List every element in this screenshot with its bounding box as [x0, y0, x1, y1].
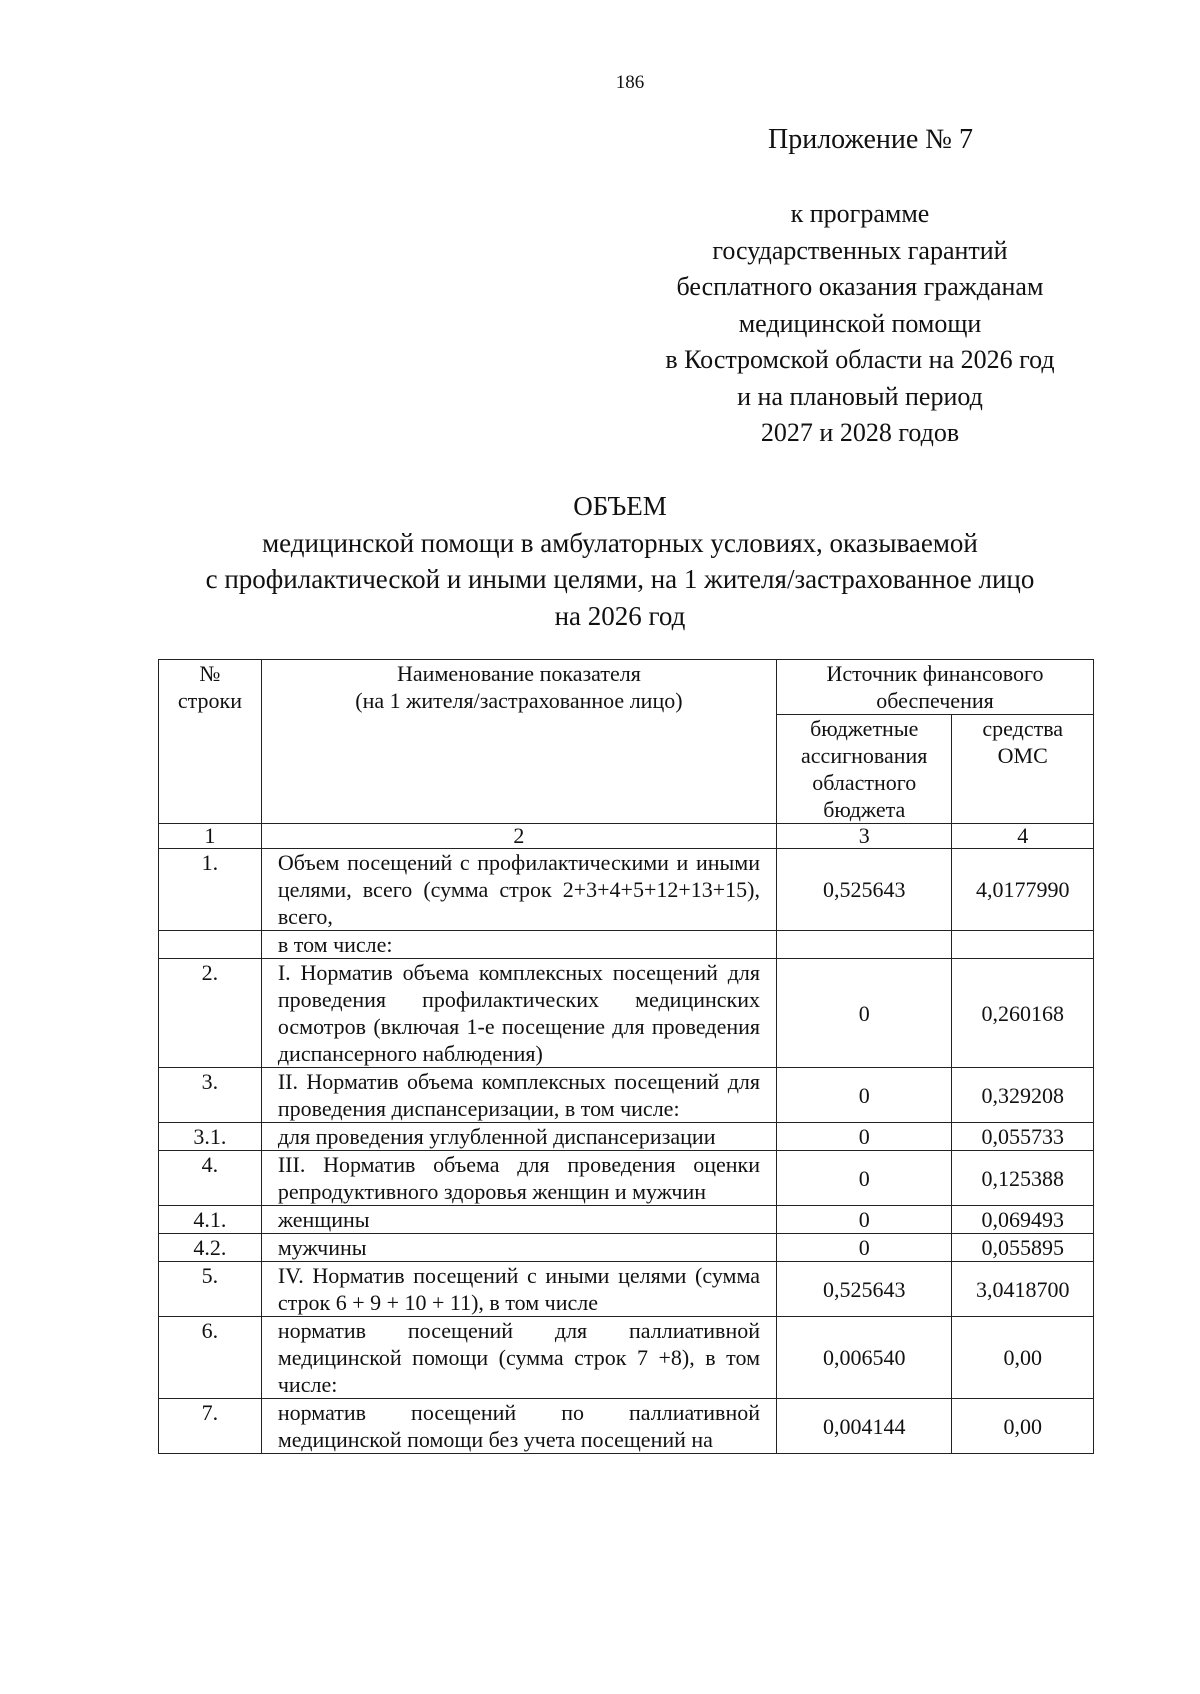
row-budget-value: 0	[777, 1206, 952, 1234]
row-name: I. Норматив объема комплексных посещений для проведения профилактических медицинских осмотров (включая 1-е посещение для проведения диспансерного наблюдения)	[261, 959, 776, 1068]
row-budget-value: 0,525643	[777, 1262, 952, 1317]
approval-line: государственных гарантий	[712, 235, 1008, 265]
row-name: для проведения углубленной диспансеризации	[261, 1123, 776, 1151]
row-budget-value	[777, 931, 952, 959]
table-row	[159, 1317, 1094, 1399]
row-oms-value: 0,00	[952, 1399, 1094, 1454]
row-number	[159, 931, 262, 959]
row-budget-value: 0,006540	[777, 1317, 952, 1399]
index-cell: 4	[952, 824, 1094, 849]
row-number: 6.	[159, 1317, 262, 1399]
index-cell: 3	[777, 824, 952, 849]
row-oms-value: 0,055733	[952, 1123, 1094, 1151]
row-name: норматив посещений для паллиативной медицинской помощи (сумма строк 7 +8), в том числе:	[261, 1317, 776, 1399]
row-oms-value: 0,00	[952, 1317, 1094, 1399]
row-oms-value: 0,055895	[952, 1234, 1094, 1262]
appendix-title: Приложение № 7	[768, 124, 973, 155]
row-oms-value: 0,069493	[952, 1206, 1094, 1234]
header-budget: бюджетные ассигнования областного бюджета	[777, 715, 952, 824]
row-oms-value: 3,0418700	[952, 1262, 1094, 1317]
row-budget-value: 0	[777, 959, 952, 1068]
title-line: на 2026 год	[554, 600, 686, 631]
index-cell: 2	[261, 824, 776, 849]
table-row	[159, 959, 1094, 1068]
row-name: IV. Норматив посещений с иными целями (сумма строк 6 + 9 + 10 + 11), в том числе	[261, 1262, 776, 1317]
row-budget-value: 0	[777, 1234, 952, 1262]
row-number: 3.	[159, 1068, 262, 1123]
row-oms-value: 4,0177990	[952, 849, 1094, 931]
row-name: Объем посещений с профилактическими и иными целями, всего (сумма строк 2+3+4+5+12+13+15), всего,	[261, 849, 776, 931]
row-number: 5.	[159, 1262, 262, 1317]
row-name: женщины	[261, 1206, 776, 1234]
row-name: в том числе:	[261, 931, 776, 959]
row-budget-value: 0	[777, 1123, 952, 1151]
volume-table	[158, 659, 1094, 1454]
header-funding-source: Источник финансового обеспечения	[777, 660, 1094, 715]
row-name: норматив посещений по паллиативной медицинской помощи без учета посещений на	[261, 1399, 776, 1454]
table-index-row	[159, 824, 1094, 849]
title-line: с профилактической и иными целями, на 1 жителя/застрахованное лицо	[205, 564, 1035, 594]
row-number: 1.	[159, 849, 262, 931]
approval-line: бесплатного оказания гражданам	[676, 272, 1044, 301]
title-line: ОБЪЕМ	[573, 491, 667, 521]
header-oms: средства ОМС	[952, 715, 1094, 824]
table-header-row	[159, 660, 1094, 715]
table-row	[159, 1123, 1094, 1151]
approval-line: медицинской помощи	[738, 308, 982, 338]
header-row-number: № строки	[159, 660, 262, 824]
row-number: 4.	[159, 1151, 262, 1206]
table-row	[159, 1151, 1094, 1206]
approval-block	[600, 196, 1120, 452]
page-number: 186	[615, 72, 645, 93]
table-row	[159, 1234, 1094, 1262]
row-number: 3.1.	[159, 1123, 262, 1151]
row-budget-value: 0,004144	[777, 1399, 952, 1454]
row-name: II. Норматив объема комплексных посещений для проведения диспансеризации, в том числе:	[261, 1068, 776, 1123]
row-name: III. Норматив объема для проведения оценки репродуктивного здоровья женщин и мужчин	[261, 1151, 776, 1206]
table-row	[159, 1262, 1094, 1317]
row-number: 7.	[159, 1399, 262, 1454]
table-row	[159, 931, 1094, 959]
row-oms-value: 0,260168	[952, 959, 1094, 1068]
table-row	[159, 849, 1094, 931]
row-name: мужчины	[261, 1234, 776, 1262]
row-budget-value: 0,525643	[777, 849, 952, 931]
approval-line: к программе	[790, 199, 930, 228]
table-row	[159, 1206, 1094, 1234]
row-number: 4.2.	[159, 1234, 262, 1262]
row-budget-value: 0	[777, 1068, 952, 1123]
approval-line: в Костромской области на 2026 год	[665, 345, 1055, 374]
approval-line: и на плановый период	[737, 381, 983, 411]
row-number: 4.1.	[159, 1206, 262, 1234]
title-line: медицинской помощи в амбулаторных условиях, оказываемой	[262, 527, 978, 558]
table-row	[159, 1068, 1094, 1123]
row-oms-value	[952, 931, 1094, 959]
table-row	[159, 1399, 1094, 1454]
row-budget-value: 0	[777, 1151, 952, 1206]
index-cell: 1	[159, 824, 262, 849]
document-title	[120, 488, 1120, 634]
approval-line: 2027 и 2028 годов	[760, 418, 960, 447]
row-oms-value: 0,329208	[952, 1068, 1094, 1123]
row-number: 2.	[159, 959, 262, 1068]
row-oms-value: 0,125388	[952, 1151, 1094, 1206]
header-indicator: Наименование показателя (на 1 жителя/застрахованное лицо)	[261, 660, 776, 824]
